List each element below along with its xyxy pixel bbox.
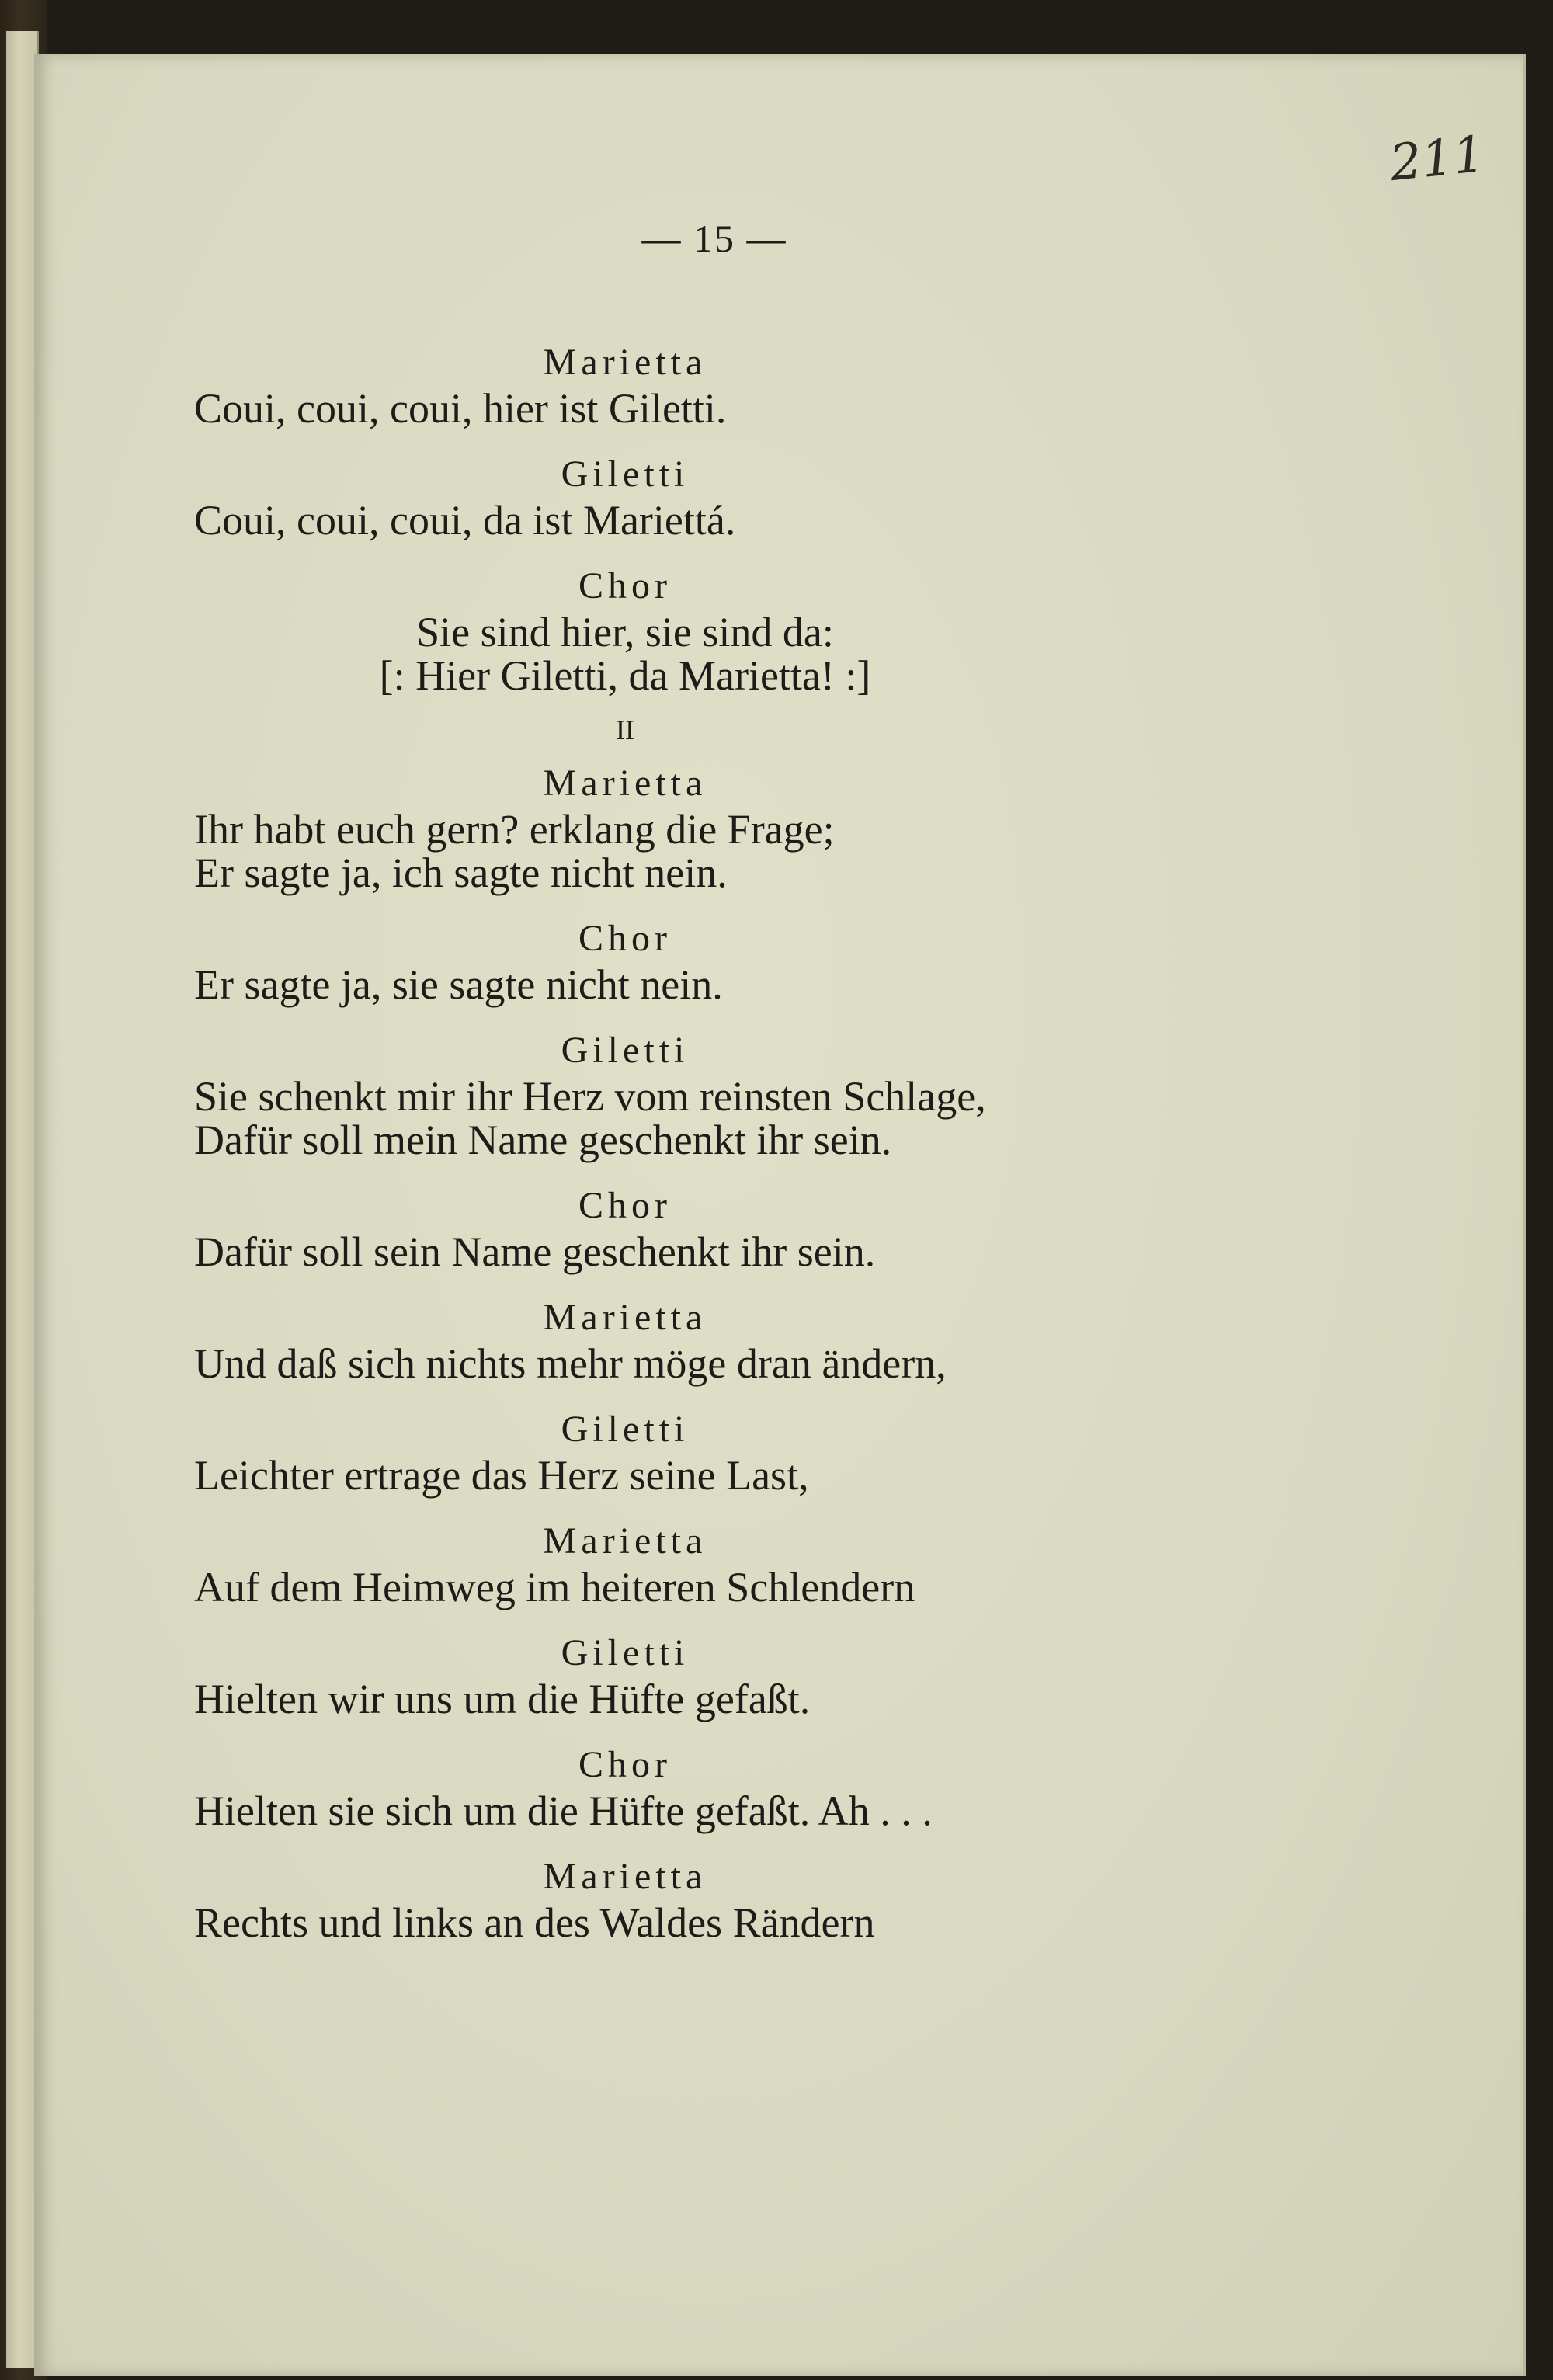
handwritten-folio-number: 211	[1387, 125, 1488, 193]
speaker-name: Chor	[578, 1744, 672, 1785]
verse-line: Dafür soll sein Name geschenkt ihr sein.	[194, 1228, 876, 1275]
verse-line: Coui, coui, coui, da ist Mariettá.	[194, 497, 736, 544]
speaker-name: Giletti	[561, 1632, 690, 1673]
verse-line: Leichter ertrage das Herz seine Last,	[194, 1452, 809, 1499]
verse-line: Und daß sich nichts mehr möge dran ändern,	[194, 1340, 947, 1387]
verse-line: Hielten sie sich um die Hüfte gefaßt. Ah . . .	[194, 1788, 933, 1834]
verse-line: Er sagte ja, ich sagte nicht nein.	[194, 850, 728, 896]
speaker-name: Chor	[578, 1185, 672, 1226]
verse-line: Sie schenkt mir ihr Herz vom reinsten Schlage,	[194, 1073, 986, 1120]
verse-line: [: Hier Giletti, da Marietta! :]	[379, 652, 871, 699]
verse-line: Coui, coui, coui, hier ist Giletti.	[194, 385, 727, 432]
verse-line: Ihr habt euch gern? erklang die Frage;	[194, 806, 835, 853]
section-marker: II	[616, 714, 634, 745]
speaker-name: Marietta	[543, 342, 707, 383]
verse-line: Auf dem Heimweg im heiteren Schlendern	[194, 1564, 915, 1610]
speaker-name: Marietta	[543, 1520, 707, 1562]
speaker-name: Chor	[578, 918, 672, 959]
verse-line: Sie sind hier, sie sind da:	[416, 609, 834, 655]
page-number: — 15 —	[641, 217, 787, 260]
speaker-name: Giletti	[561, 1030, 690, 1071]
speaker-name: Marietta	[543, 1297, 707, 1338]
speaker-name: Giletti	[561, 453, 690, 495]
speaker-name: Marietta	[543, 763, 707, 804]
verse-line: Rechts und links an des Waldes Rändern	[194, 1899, 875, 1946]
verse-line: Dafür soll mein Name geschenkt ihr sein.	[194, 1117, 892, 1163]
verse-line: Er sagte ja, sie sagte nicht nein.	[194, 961, 723, 1008]
libretto-text	[194, 339, 1204, 1944]
speaker-name: Giletti	[561, 1409, 690, 1450]
verse-line: Hielten wir uns um die Hüfte gefaßt.	[194, 1676, 811, 1722]
speaker-name: Chor	[578, 565, 672, 606]
speaker-name: Marietta	[543, 1856, 707, 1897]
